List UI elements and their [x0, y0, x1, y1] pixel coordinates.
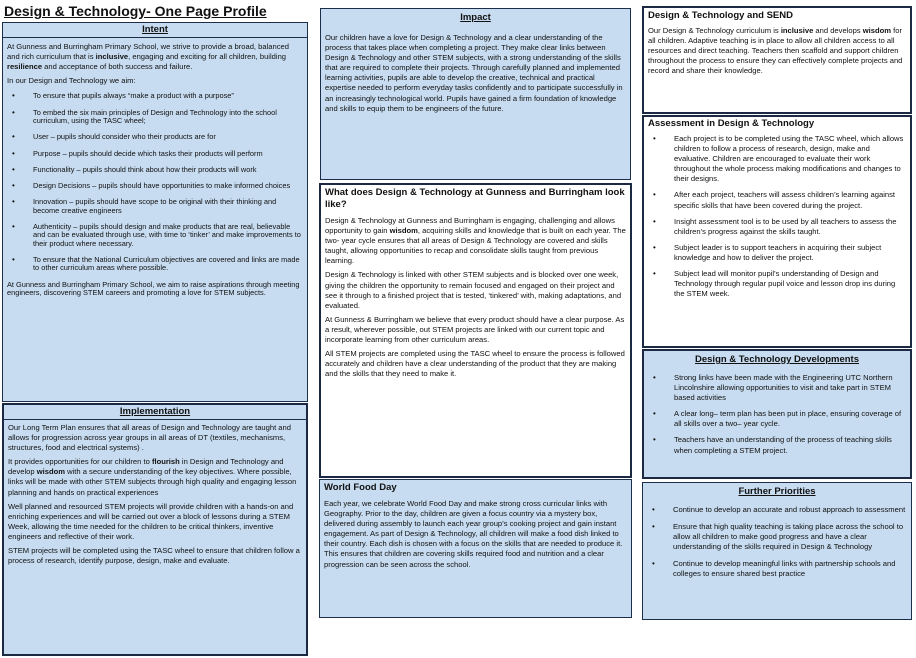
what-looks-like-paragraph: At Gunness & Burringham we believe that every product should have a clear purpose. As a result, wherever possible, out STEM projects are linked with our current topic and incorporate learning from other curriculum areas. — [325, 314, 625, 345]
assessment-list — [644, 131, 910, 299]
intent-paragraph: At Gunness and Burringham Primary School, we strive to provide a broad, balanced and rich curriculum that is inclusive, engaging and exciting for all children, building resilience and acceptance of both success and failure. — [7, 42, 289, 72]
priorities-heading: Further Priorities — [738, 486, 816, 497]
list-item: • User – pupils should consider who their products are for — [7, 133, 303, 141]
list-item: • To ensure that the National Curriculum objectives are covered and links are made to other curriculum areas where possible. — [7, 256, 303, 273]
priorities-list — [643, 499, 911, 580]
page-title: Design & Technology- One Page Profile — [4, 3, 267, 19]
implementation-paragraph: STEM projects will be completed using the TASC wheel to ensure that children follow a process of research, identify purpose, design, make and evaluate. — [8, 546, 300, 566]
list-item: • Authenticity – pupils should design and make products that are real, believable and can be evaluated through use, with time to ‘tinker’ and make improvements to their product where necessary. — [7, 223, 303, 248]
implementation-paragraph: Our Long Term Plan ensures that all areas of Design and Technology are taught and allows for progression across year groups in all areas of DT (textiles, mechanisms, structures, food and electrical systems) . — [8, 423, 291, 453]
intent-aims-intro: In our Design and Technology we aim: — [7, 76, 136, 86]
implementation-heading: Implementation — [4, 405, 306, 420]
list-item: • To embed the six main principles of Design and Technology into the school curriculum, using the TASC wheel; — [7, 109, 303, 126]
impact-panel — [320, 8, 631, 180]
what-looks-like-paragraph: Design & Technology is linked with other STEM subjects and is blocked over one week, giving the children the opportunity to remain focused and engaged on their project and see it through to a finished project that is tested, ‘tinkered’ with, making adaptations, and evaluated. — [325, 270, 622, 310]
intent-panel — [2, 22, 308, 402]
list-item: • Continue to develop an accurate and robust approach to assessment — [647, 505, 907, 515]
intent-heading: Intent — [3, 23, 307, 38]
developments-panel — [642, 349, 912, 479]
list-item: • Subject lead will monitor pupil’s understanding of Design and Technology through regular pupil voice and lesson drop ins during the STEM week. — [648, 269, 906, 299]
send-heading: Design & Technology and SEND — [648, 10, 793, 21]
developments-heading: Design & Technology Developments — [695, 354, 859, 365]
list-item: • Design Decisions – pupils should have opportunities to make informed choices — [7, 182, 303, 190]
intent-aspirations: At Gunness and Burringham Primary School, we aim to raise aspirations through meeting engineers, discovering STEM careers and promoting a love for STEM subjects. — [7, 279, 300, 297]
list-item: • Functionality – pupils should think about how their products will work — [7, 166, 303, 174]
what-looks-like-panel — [319, 183, 632, 478]
list-item: • Purpose – pupils should decide which tasks their products will perform — [7, 150, 303, 158]
world-food-day-heading: World Food Day — [324, 482, 397, 493]
send-text: Our Design & Technology curriculum is inclusive and develops wisdom for all children. Adaptive teaching is in place to allow all children access to all resources and direct teaching. Teachers then scaffold and support children throughout the process to ensure they can effectively complete projects and record and share their knowledge. — [648, 26, 903, 76]
list-item: • Strong links have been made with the Engineering UTC Northern Lincolnshire allowing opportunities to visit and take part in STEM based activities — [648, 373, 906, 403]
implementation-paragraph: Well planned and resourced STEM projects will provide children with a hands-on and enriching experiences and will be carried out over a block of lessons during a STEM Week, allowing the time needed for the children to be critical thinkers, inventive engineers and reflective of their work. — [8, 501, 294, 541]
list-item: • To ensure that pupils always “make a product with a purpose” — [7, 92, 303, 100]
list-item: • Teachers have an understanding of the process of teaching skills when completing a STEM project. — [648, 435, 906, 455]
list-item: • Each project is to be completed using the TASC wheel, which allows children to follow a process of research, design, make and evaluative. Children are encouraged to evaluate their work throughout the whole process making modifications and changes to their designs. — [648, 134, 906, 184]
list-item: • Subject leader is to support teachers in acquiring their subject knowledge and how to deliver the project. — [648, 243, 906, 263]
list-item: • A clear long– term plan has been put in place, ensuring coverage of all skills over a two– year cycle. — [648, 409, 906, 429]
send-panel — [642, 6, 912, 114]
list-item: • Ensure that high quality teaching is taking place across the school to allow all children to make good progress and have a clear understanding of the skills required in Design & Technology — [647, 522, 907, 552]
implementation-panel — [2, 403, 308, 656]
what-looks-like-paragraph: Design & Technology at Gunness and Burringham is engaging, challenging and allows opportunity to gain wisdom, acquiring skills and knowledge that is built on each year. The two- year cycle ensures that all areas of Design & Technology are covered and skills taught, allowing opportunities to recap and consolidate skills taught from previous learning. — [325, 216, 626, 266]
what-looks-like-heading: What does Design & Technology at Gunness and Burringham look like? — [325, 187, 625, 210]
assessment-heading: Assessment in Design & Technology — [648, 118, 815, 129]
what-looks-like-paragraph: All STEM projects are completed using the TASC wheel to ensure the process is followed accurately and children have a clear understanding of the product that they are making and the skills that they need to make it. — [325, 349, 625, 379]
impact-heading: Impact — [460, 12, 491, 23]
list-item: • Innovation – pupils should have scope to be original with their thinking and become creative engineers — [7, 198, 303, 215]
developments-list — [644, 367, 910, 456]
impact-text: Our children have a love for Design & Technology and a clear understanding of the process that takes place when completing a project. They make clear links between Design & Technology and other STEM subjects, with a strong understanding of the skills that are required to complete their projects. Through carefully planned and implemented learning activities, pupils are able to develop the creative, technical and practical expertise needed to perform everyday tasks confidently and to participate successfully in an increasingly technological world. Pupils have gained a firm foundation of knowledge and skills to equip them to be engineers of the future. — [325, 33, 623, 113]
intent-aims-list — [7, 92, 303, 272]
list-item: • Insight assessment tool is to be used by all teachers to assess the children’s progress against the skills taught. — [648, 217, 906, 237]
list-item: • After each project, teachers will assess children’s learning against specific skills that have been covered during the project. — [648, 190, 906, 210]
world-food-day-text: Each year, we celebrate World Food Day and make strong cross curricular links with Geography. Prior to the day, children are given a focus country via a mystery box, delivered during assembly to launch each year group’s cooking project and gain instant engagement. As part of Design & Technology, all children will make a food dish linked to their country. Each dish is chosen with a focus on the skills that are needed to produce it. This ensures that children are covering skills required food and nutrition and a clear progression can be seen across the school. — [324, 499, 623, 569]
world-food-day-panel — [319, 479, 632, 618]
priorities-panel — [642, 482, 912, 620]
list-item: • Continue to develop meaningful links with partnership schools and colleges to ensure shared best practice — [647, 559, 907, 579]
assessment-panel — [642, 115, 912, 348]
implementation-paragraph: It provides opportunities for our children to flourish in Design and Technology and develop wisdom with a secure understanding of the key objectives. Where possible, links will be made with other STEM subjects through high quality and engaging lesson planning and hands on practical experiences — [8, 457, 297, 497]
